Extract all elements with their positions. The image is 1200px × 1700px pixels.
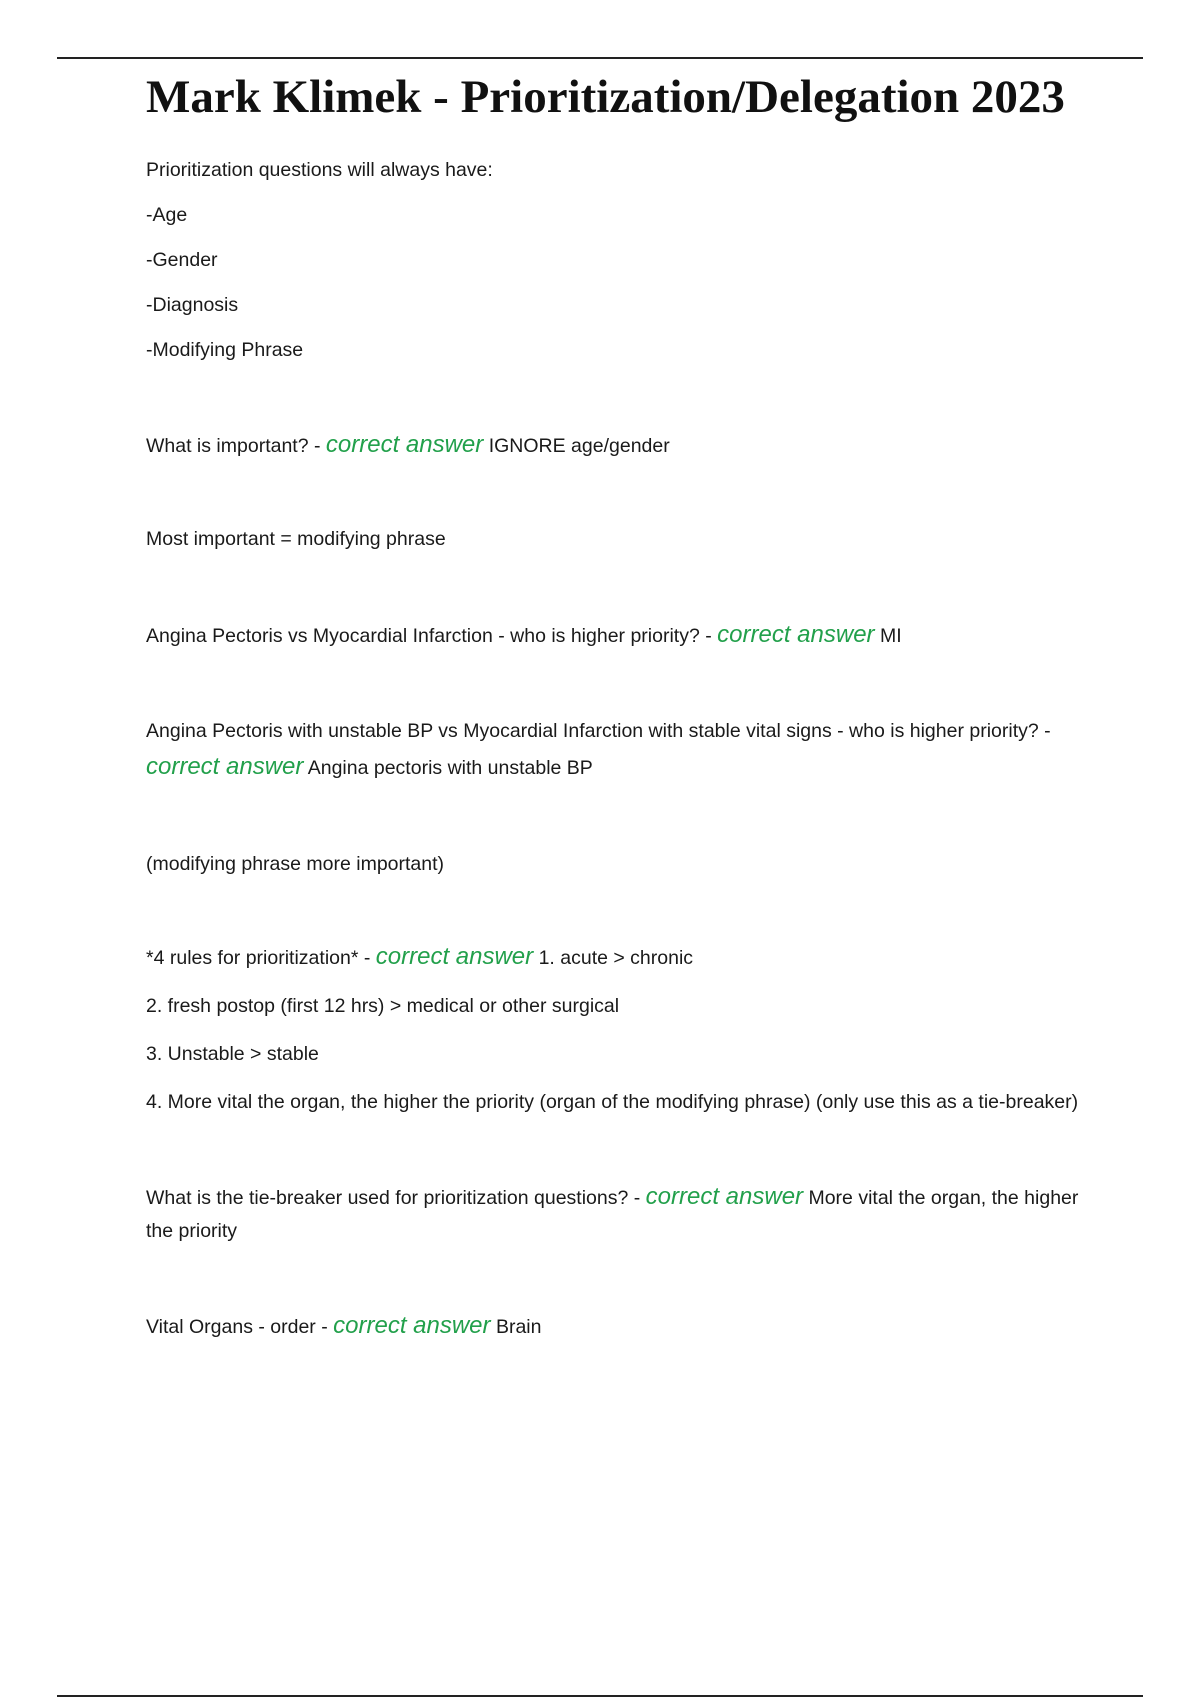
document-body [146, 70, 1091, 1342]
answer-text: More vital the organ, the higher the priority [146, 1187, 1079, 1242]
correct-answer-label: correct answer [146, 753, 304, 780]
note-modifying-phrase: (modifying phrase more important) [146, 853, 445, 875]
correct-answer-label: correct answer [333, 1312, 491, 1339]
intro-item-modifying-phrase: -Modifying Phrase [146, 339, 304, 361]
question-text: What is important? - [146, 435, 326, 457]
question-text: What is the tie-breaker used for prioritization questions? - [146, 1187, 646, 1209]
rule-item-4: 4. More vital the organ, the higher the priority (organ of the modifying phrase) (only use this as a tie-breaker) [146, 1091, 1079, 1113]
document-title: Mark Klimek - Prioritization/Delegation 2023 [146, 71, 1065, 123]
correct-answer-label: correct answer [645, 1183, 804, 1210]
answer-text: 1. acute > chronic [538, 947, 694, 969]
answer-text: Angina pectoris with unstable BP [307, 757, 593, 779]
answer-text: IGNORE age/gender [488, 435, 670, 457]
correct-answer-label: correct answer [375, 943, 534, 970]
qa-four-rules [146, 942, 1091, 973]
top-rule [57, 57, 1143, 59]
bottom-rule [57, 1695, 1143, 1697]
question-text: Angina Pectoris with unstable BP vs Myocardial Infarction with stable vital signs - who is higher priority? - [146, 720, 1051, 742]
correct-answer-label: correct answer [325, 431, 484, 458]
question-text: Vital Organs - order - [146, 1316, 334, 1338]
question-text: *4 rules for prioritization* - [146, 947, 376, 969]
intro-item-age: -Age [146, 204, 188, 226]
note-most-important: Most important = modifying phrase [146, 528, 446, 550]
qa-tie-breaker [146, 1180, 1091, 1248]
intro-item-gender: -Gender [146, 249, 218, 271]
intro-heading: Prioritization questions will always have: [146, 159, 493, 181]
rule-item-2: 2. fresh postop (first 12 hrs) > medical or other surgical [146, 995, 620, 1017]
correct-answer-label: correct answer [717, 621, 875, 648]
answer-text: Brain [495, 1316, 542, 1338]
intro-item-diagnosis: -Diagnosis [146, 294, 239, 316]
qa-what-is-important [146, 430, 1091, 461]
rule-item-3: 3. Unstable > stable [146, 1043, 319, 1065]
question-text: Angina Pectoris vs Myocardial Infarction - who is higher priority? - [146, 625, 718, 647]
qa-vital-organs [146, 1311, 1091, 1342]
qa-angina-unstable-bp [146, 714, 1091, 786]
answer-text: MI [879, 625, 902, 647]
qa-angina-vs-mi [146, 620, 1091, 651]
